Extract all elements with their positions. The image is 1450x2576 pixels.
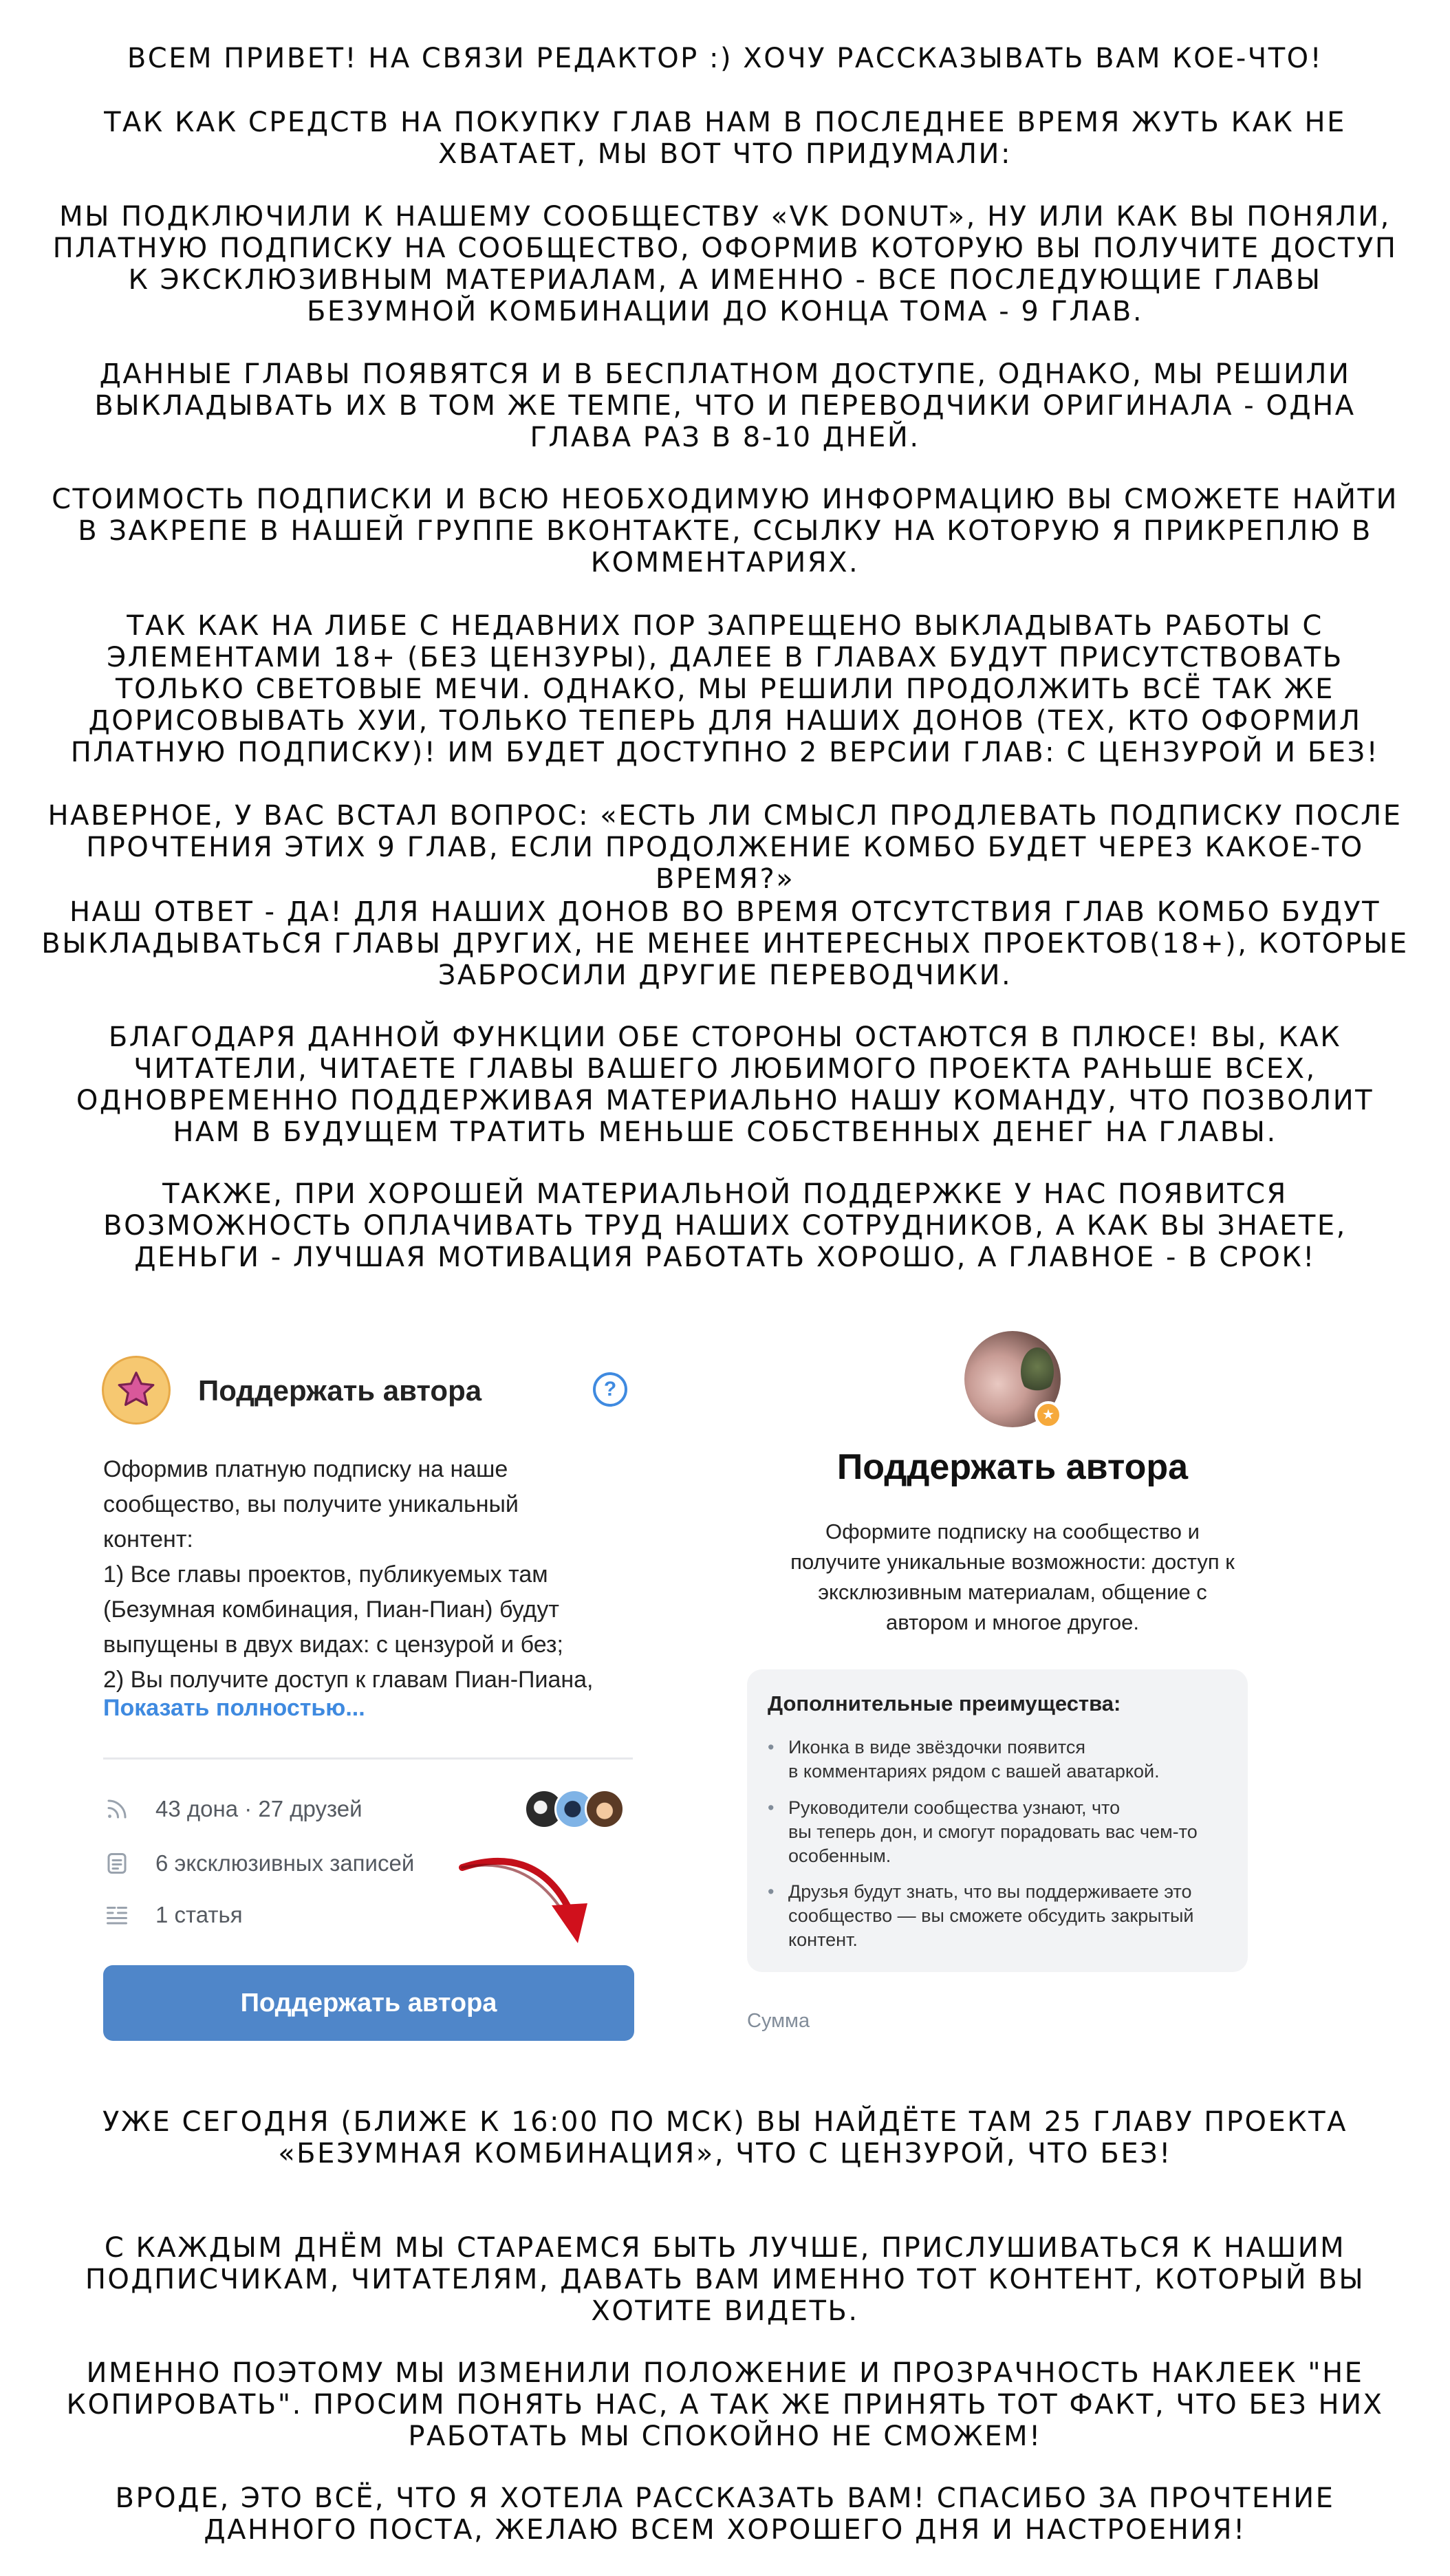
bullet-icon: • <box>768 1797 775 1818</box>
benefits-title: Дополнительные преимущества: <box>768 1691 1121 1715</box>
friend-avatars[interactable] <box>524 1789 634 1830</box>
benefit-line: в комментариях рядом с вашей аватаркой. <box>788 1761 1160 1782</box>
intro-paragraph: НАВЕРНОЕ, У ВАС ВСТАЛ ВОПРОС: «ЕСТЬ ЛИ СМЫСЛ ПРОДЛЕВАТЬ ПОДПИСКУ ПОСЛЕ ПРОЧТЕНИЯ ЭТИХ 9 ГЛАВ, ЕСЛИ ПРОДОЛЖЕНИЕ КОМБО БУДЕТ ЧЕРЕЗ КАКОЕ-ТО ВРЕМЯ?» <box>47 800 1403 895</box>
benefit-line: Руководители сообщества узнают, что <box>788 1797 1121 1818</box>
red-arrow-annotation <box>455 1840 593 1957</box>
description-line: (Безумная комбинация, Пиан-Пиан) будут <box>103 1597 559 1623</box>
support-author-card <box>77 1317 641 2060</box>
show-more-link[interactable]: Показать полностью... <box>103 1695 365 1721</box>
donut-star-icon: ★ <box>1035 1401 1062 1429</box>
intro-paragraph: СТОИМОСТЬ ПОДПИСКИ И ВСЮ НЕОБХОДИМУЮ ИНФОРМАЦИЮ ВЫ СМОЖЕТЕ НАЙТИ В ЗАКРЕПЕ В НАШЕЙ ГРУППЕ ВКОНТАКТЕ, ССЫЛКУ НА КОТОРУЮ Я ПРИКРЕПЛЮ В КОММЕНТАРИЯХ. <box>52 484 1398 578</box>
vk-donut-screenshots <box>77 1317 1373 2061</box>
description-line: контент: <box>103 1526 193 1552</box>
document-icon <box>103 1850 131 1877</box>
description-line: Оформив платную подписку на наше <box>103 1456 508 1482</box>
description-line: 2) Вы получите доступ к главам Пиан-Пиана, <box>103 1667 594 1693</box>
panel-title: Поддержать автора <box>836 1447 1189 1487</box>
description-line: сообщество, вы получите уникальный <box>103 1491 519 1517</box>
articles-row[interactable] <box>103 1899 243 1931</box>
donut-star-icon <box>102 1356 171 1425</box>
sum-field-label[interactable]: Сумма <box>747 2010 810 2032</box>
exclusive-posts-row[interactable] <box>103 1848 414 1879</box>
donors-stat-row[interactable] <box>103 1793 362 1825</box>
description-line: 1) Все главы проектов, публикуемых там <box>103 1561 548 1588</box>
outro-paragraph: УЖЕ СЕГОДНЯ (БЛИЖЕ К 16:00 ПО МСК) ВЫ НАЙДЁТЕ ТАМ 25 ГЛАВУ ПРОЕКТА «БЕЗУМНАЯ КОМБИНАЦИЯ», ЧТО С ЦЕНЗУРОЙ, ЧТО БЕЗ! <box>102 2106 1348 2169</box>
card-title: Поддержать автора <box>198 1374 482 1407</box>
outro-paragraph: С КАЖДЫМ ДНЁМ МЫ СТАРАЕМСЯ БЫТЬ ЛУЧШЕ, ПРИСЛУШИВАТЬСЯ К НАШИМ ПОДПИСЧИКАМ, ЧИТАТЕЛЯМ, ДАВАТЬ ВАМ ИМЕННО ТОТ КОНТЕНТ, КОТОРЫЙ ВЫ ХОТИТЕ ВИДЕТЬ. <box>85 2232 1365 2327</box>
donut-subscribe-panel <box>724 1317 1373 2060</box>
outro-paragraph: ВРОДЕ, ЭТО ВСЁ, ЧТО Я ХОТЕЛА РАССКАЗАТЬ ВАМ! СПАСИБО ЗА ПРОЧТЕНИЕ ДАННОГО ПОСТА, ЖЕЛАЮ ВСЕМ ХОРОШЕГО ДНЯ И НАСТРОЕНИЯ! <box>115 2482 1335 2546</box>
panel-description <box>724 1517 1301 1638</box>
exclusive-posts-count: 6 эксклюзивных записей <box>155 1850 415 1876</box>
benefit-line: вы теперь дон, и смогут порадовать вас чем-то <box>788 1821 1198 1842</box>
bullet-icon: • <box>768 1881 775 1902</box>
donors-count: 43 дона · 27 друзей <box>155 1796 362 1821</box>
intro-paragraph: МЫ ПОДКЛЮЧИЛИ К НАШЕМУ СООБЩЕСТВУ «VK DONUT», НУ ИЛИ КАК ВЫ ПОНЯЛИ, ПЛАТНУЮ ПОДПИСКУ НА СООБЩЕСТВО, ОФОРМИВ КОТОРУЮ ВЫ ПОЛУЧИТЕ ДОСТУП К ЭКСКЛЮЗИВНЫМ МАТЕРИАЛАМ, А ИМЕННО - ВСЕ ПОСЛЕДУЮЩИЕ ГЛАВЫ БЕЗУМНОЙ КОМБИНАЦИИ ДО КОНЦА ТОМА - 9 ГЛАВ. <box>52 201 1398 327</box>
intro-paragraph: НАШ ОТВЕТ - ДА! ДЛЯ НАШИХ ДОНОВ ВО ВРЕМЯ ОТСУТСТВИЯ ГЛАВ КОМБО БУДУТ ВЫКЛАДЫВАТЬСЯ ГЛАВЫ ДРУГИХ, НЕ МЕНЕЕ ИНТЕРЕСНЫХ ПРОЕКТОВ(18+), КОТОРЫЕ ЗАБРОСИЛИ ДРУГИЕ ПЕРЕВОДЧИКИ. <box>41 896 1409 991</box>
benefit-line: особенным. <box>788 1846 891 1866</box>
outro-paragraph: ИМЕННО ПОЭТОМУ МЫ ИЗМЕНИЛИ ПОЛОЖЕНИЕ И ПРОЗРАЧНОСТЬ НАКЛЕЕК "НЕ КОПИРОВАТЬ". ПРОСИМ ПОНЯТЬ НАС, А ТАК ЖЕ ПРИНЯТЬ ТОТ ФАКТ, ЧТО БЕЗ НИХ РАБОТАТЬ МЫ СПОКОЙНО НЕ СМОЖЕМ! <box>66 2357 1384 2452</box>
divider <box>103 1757 633 1760</box>
articles-count: 1 статья <box>155 1902 243 1927</box>
benefit-line: Иконка в виде звёздочки появится <box>788 1737 1085 1757</box>
benefits-box <box>747 1669 1248 1972</box>
rss-icon <box>103 1795 131 1823</box>
description-line: получите уникальные возможности: доступ к <box>790 1550 1235 1574</box>
benefit-line: сообщество — вы сможете обсудить закрытый <box>788 1905 1194 1926</box>
help-icon[interactable]: ? <box>593 1372 627 1407</box>
intro-paragraph: ТАКЖЕ, ПРИ ХОРОШЕЙ МАТЕРИАЛЬНОЙ ПОДДЕРЖКЕ У НАС ПОЯВИТСЯ ВОЗМОЖНОСТЬ ОПЛАЧИВАТЬ ТРУД НАШИХ СОТРУДНИКОВ, А КАК ВЫ ЗНАЕТЕ, ДЕНЬГИ - ЛУЧШАЯ МОТИВАЦИЯ РАБОТАТЬ ХОРОШО, А ГЛАВНОЕ - В СРОК! <box>103 1178 1347 1273</box>
card-description <box>103 1452 633 1698</box>
benefit-line: контент. <box>788 1929 858 1950</box>
avatar <box>585 1789 625 1829</box>
intro-paragraph: ДАННЫЕ ГЛАВЫ ПОЯВЯТСЯ И В БЕСПЛАТНОМ ДОСТУПЕ, ОДНАКО, МЫ РЕШИЛИ ВЫКЛАДЫВАТЬ ИХ В ТОМ ЖЕ ТЕМПЕ, ЧТО И ПЕРЕВОДЧИКИ ОРИГИНАЛА - ОДНА ГЛАВА РАЗ В 8-10 ДНЕЙ. <box>94 358 1356 453</box>
description-line: автором и многое другое. <box>885 1610 1140 1634</box>
intro-paragraph: БЛАГОДАРЯ ДАННОЙ ФУНКЦИИ ОБЕ СТОРОНЫ ОСТАЮТСЯ В ПЛЮСЕ! ВЫ, КАК ЧИТАТЕЛИ, ЧИТАЕТЕ ГЛАВЫ ВАШЕГО ЛЮБИМОГО ПРОЕКТА РАНЬШЕ ВСЕХ, ОДНОВРЕМЕННО ПОДДЕРЖИВАЯ МАТЕРИАЛЬНО НАШУ КОМАНДУ, ЧТО ПОЗВОЛИТ НАМ В БУДУЩЕМ ТРАТИТЬ МЕНЬШЕ СОБСТВЕННЫХ ДЕНЕГ НА ГЛАВЫ. <box>76 1021 1374 1148</box>
description-line: Оформите подписку на сообщество и <box>825 1519 1200 1544</box>
description-line: эксклюзивным материалам, общение с <box>818 1580 1207 1604</box>
intro-paragraph: ВСЕМ ПРИВЕТ! НА СВЯЗИ РЕДАКТОР :) ХОЧУ РАССКАЗЫВАТЬ ВАМ КОЕ-ЧТО! <box>127 43 1323 74</box>
intro-paragraph: ТАК КАК СРЕДСТВ НА ПОКУПКУ ГЛАВ НАМ В ПОСЛЕДНЕЕ ВРЕМЯ ЖУТЬ КАК НЕ ХВАТАЕТ, МЫ ВОТ ЧТО ПРИДУМАЛИ: <box>104 107 1346 170</box>
intro-paragraph: ТАК КАК НА ЛИБЕ С НЕДАВНИХ ПОР ЗАПРЕЩЕНО ВЫКЛАДЫВАТЬ РАБОТЫ С ЭЛЕМЕНТАМИ 18+ (БЕЗ ЦЕНЗУРЫ), ДАЛЕЕ В ГЛАВАХ БУДУТ ПРИСУТСТВОВАТЬ ТОЛЬКО СВЕТОВЫЕ МЕЧИ. ОДНАКО, МЫ РЕШИЛИ ПРОДОЛЖИТЬ ВСЁ ТАК ЖЕ ДОРИСОВЫВАТЬ ХУИ, ТОЛЬКО ТЕПЕРЬ ДЛЯ НАШИХ ДОНОВ (ТЕХ, КТО ОФОРМИЛ ПЛАТНУЮ ПОДПИСКУ)! ИМ БУДЕТ ДОСТУПНО 2 ВЕРСИИ ГЛАВ: С ЦЕНЗУРОЙ И БЕЗ! <box>70 610 1380 768</box>
benefit-line: Друзья будут знать, что вы поддерживаете это <box>788 1881 1192 1902</box>
description-line: выпущены в двух видах: с цензурой и без; <box>103 1632 563 1658</box>
bullet-icon: • <box>768 1737 775 1757</box>
support-author-button[interactable]: Поддержать автора <box>103 1965 634 2041</box>
article-icon <box>103 1901 131 1929</box>
